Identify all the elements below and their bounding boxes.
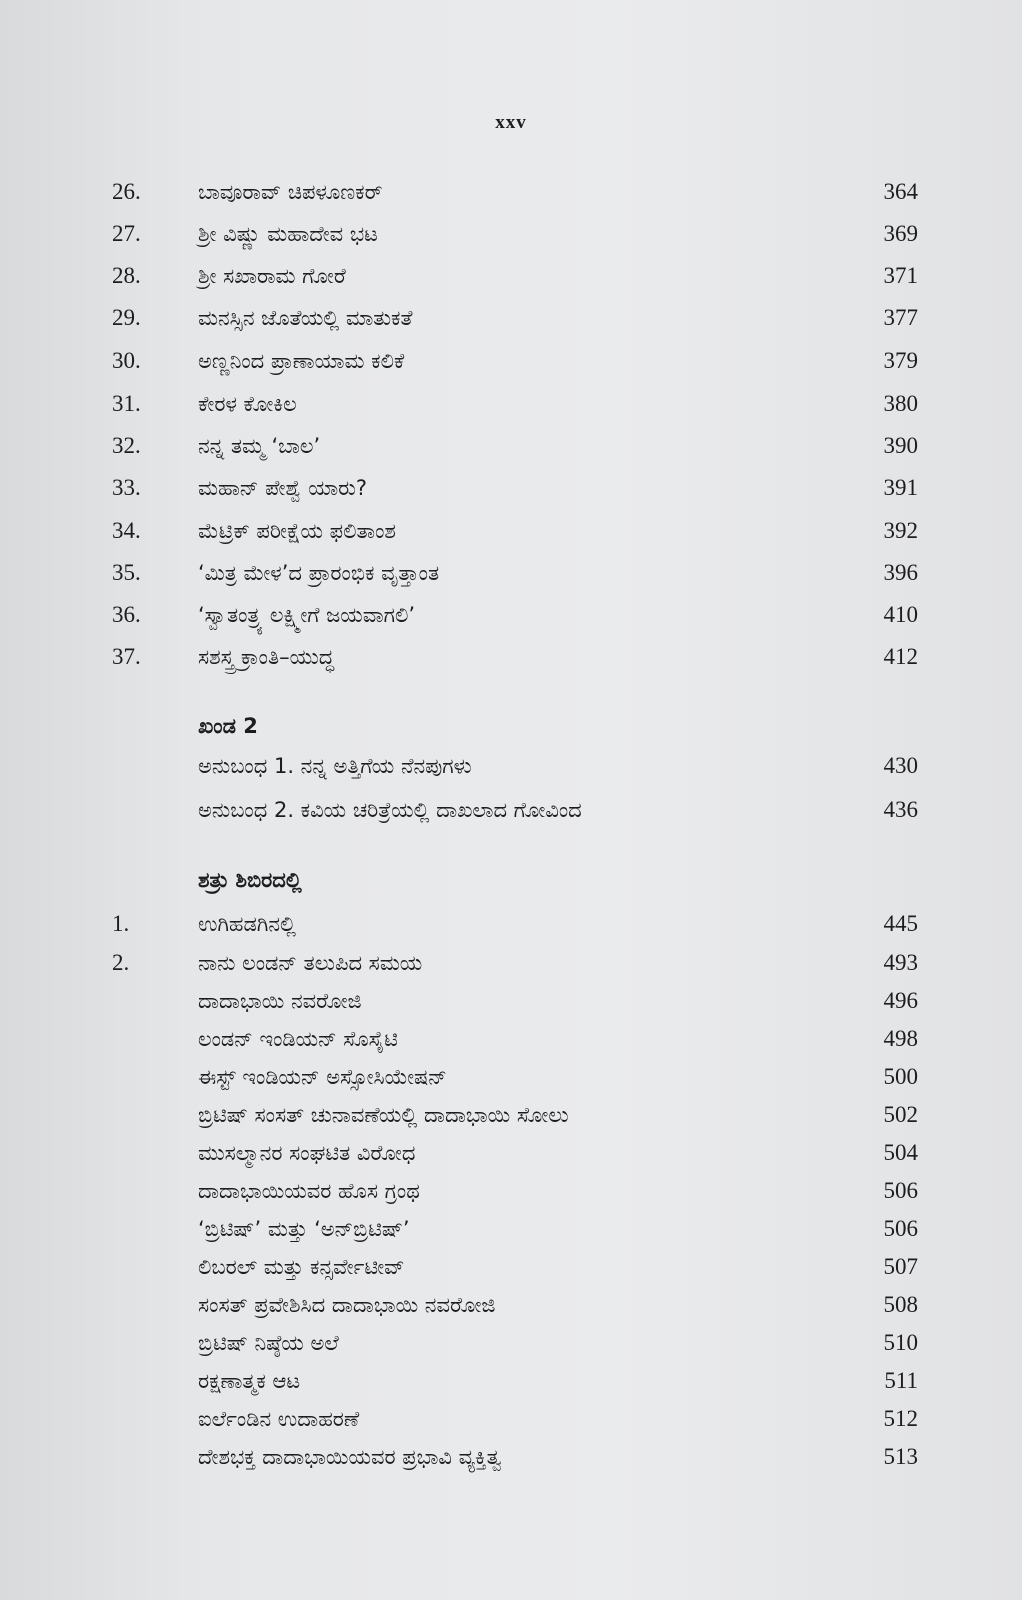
entry-page: 493: [883, 950, 918, 975]
entry-title: ಅನುಬಂಧ 2. ಕವಿಯ ಚರಿತ್ರೆಯಲ್ಲಿ ದಾಖಲಾದ ಗೋವಿಂದ: [198, 798, 582, 822]
toc-entry: [0, 1095, 1022, 1135]
entry-page: 507: [883, 1254, 918, 1279]
toc-entry: [0, 341, 1022, 381]
entry-title: ಶ್ರೀ ಸಖಾರಾಮ ಗೋರೆ: [198, 264, 346, 288]
entry-title: ಲಂಡನ್ ಇಂಡಿಯನ್ ಸೊಸೈಟಿ: [198, 1027, 398, 1051]
entry-title: ರಕ್ಷಣಾತ್ಮಕ ಆಟ: [198, 1369, 301, 1393]
entry-page: 379: [883, 348, 918, 373]
toc-entry: [0, 595, 1022, 635]
toc-entry: [0, 1437, 1022, 1477]
toc-entry: [0, 256, 1022, 296]
toc-entry: [0, 1323, 1022, 1363]
entry-title: ಸಶಸ್ತ್ರ ಕ್ರಾಂತಿ–ಯುದ್ಧ: [198, 645, 335, 669]
entry-page: 380: [883, 391, 918, 416]
entry-number: 29.: [112, 305, 141, 330]
entry-page: 436: [883, 797, 918, 822]
toc-entry: [0, 214, 1022, 254]
entry-number: 26.: [112, 179, 141, 204]
entry-title: ಅಣ್ಣನಿಂದ ಪ್ರಾಣಾಯಾಮ ಕಲಿಕೆ: [198, 349, 405, 373]
entry-page: 513: [883, 1444, 918, 1469]
entry-title: ಮನಸ್ಸಿನ ಜೊತೆಯಲ್ಲಿ ಮಾತುಕತೆ: [198, 306, 413, 330]
entry-title: ದಾದಾಭಾಯಿಯವರ ಹೊಸ ಗ್ರಂಥ: [198, 1179, 420, 1203]
entry-page: 511: [884, 1368, 918, 1393]
toc-entry: [0, 1247, 1022, 1287]
toc-entry: [0, 746, 1022, 786]
entry-page: 502: [883, 1102, 918, 1127]
toc-entry: [0, 981, 1022, 1021]
entry-number: 36.: [112, 602, 141, 627]
entry-page: 377: [883, 305, 918, 330]
entry-title: ಮುಸಲ್ಮಾನರ ಸಂಘಟಿತ ವಿರೋಧ: [198, 1141, 416, 1165]
entry-page: 396: [883, 560, 918, 585]
toc-entry: [0, 1361, 1022, 1401]
section-heading: ಶತ್ರು ಶಿಬಿರದಲ್ಲಿ: [198, 868, 302, 892]
section-heading: ಖಂಡ 2: [198, 714, 258, 738]
entry-page: 496: [883, 988, 918, 1013]
entry-number: 1.: [112, 911, 130, 936]
entry-page: 445: [883, 911, 918, 936]
entry-title: ಶ್ರೀ ವಿಷ್ಣು ಮಹಾದೇವ ಭಟ: [198, 222, 378, 246]
entry-title: ಬಾವೂರಾವ್ ಚಿಪಳೂಣಕರ್: [198, 180, 383, 204]
entry-page: 369: [883, 221, 918, 246]
entry-number: 30.: [112, 348, 141, 373]
entry-number: 27.: [112, 221, 141, 246]
toc-entry: [0, 1019, 1022, 1059]
entry-number: 35.: [112, 560, 141, 585]
entry-title: ಸಂಸತ್ ಪ್ರವೇಶಿಸಿದ ದಾದಾಭಾಯಿ ನವರೋಜಿ: [198, 1293, 496, 1317]
entry-number: 31.: [112, 391, 141, 416]
entry-page: 508: [883, 1292, 918, 1317]
entry-number: 33.: [112, 475, 141, 500]
entry-page: 390: [883, 433, 918, 458]
entry-page: 504: [883, 1140, 918, 1165]
entry-page: 506: [883, 1216, 918, 1241]
entry-page: 512: [883, 1406, 918, 1431]
entry-page: 391: [883, 475, 918, 500]
entry-page: 371: [883, 263, 918, 288]
toc-entry: [0, 1285, 1022, 1325]
toc-entry: [0, 426, 1022, 466]
entry-title: ದೇಶಭಕ್ತ ದಾದಾಭಾಯಿಯವರ ಪ್ರಭಾವಿ ವ್ಯಕ್ತಿತ್ವ: [198, 1445, 502, 1469]
entry-title: ‘ಬ್ರಿಟಿಷ್’ ಮತ್ತು ‘ಅನ್‌ಬ್ರಿಟಿಷ್’: [198, 1217, 410, 1241]
toc-entry: [0, 298, 1022, 338]
entry-number: 34.: [112, 518, 141, 543]
entry-title: ನನ್ನ ತಮ್ಮ ‘ಬಾಲ’: [198, 434, 321, 458]
entry-page: 510: [883, 1330, 918, 1355]
entry-title: ಉಗಿಹಡಗಿನಲ್ಲಿ: [198, 912, 296, 936]
entry-title: ‘ಸ್ವಾತಂತ್ರ್ಯ ಲಕ್ಷ್ಮೀಗೆ ಜಯವಾಗಲಿ’: [198, 603, 416, 627]
toc-entry: [0, 904, 1022, 944]
entry-page: 500: [883, 1064, 918, 1089]
entry-number: 32.: [112, 433, 141, 458]
entry-page: 498: [883, 1026, 918, 1051]
toc-entry: [0, 172, 1022, 212]
entry-page: 506: [883, 1178, 918, 1203]
entry-title: ಬ್ರಿಟಿಷ್ ಸಂಸತ್ ಚುನಾವಣೆಯಲ್ಲಿ ದಾದಾಭಾಯಿ ಸೋಲು: [198, 1103, 569, 1127]
entry-title: ‘ಮಿತ್ರ ಮೇಳ’ದ ಪ್ರಾರಂಭಿಕ ವೃತ್ತಾಂತ: [198, 561, 440, 585]
entry-title: ದಾದಾಭಾಯಿ ನವರೋಜಿ: [198, 989, 362, 1013]
toc-entry: [0, 468, 1022, 508]
entry-page: 364: [883, 179, 918, 204]
entry-title: ಬ್ರಿಟಿಷ್ ನಿಷ್ಠೆಯ ಅಲೆ: [198, 1331, 339, 1355]
entry-title: ಲಿಬರಲ್ ಮತ್ತು ಕನ್ಸರ್ವೇಟೀವ್: [198, 1255, 405, 1279]
toc-entry: [0, 1209, 1022, 1249]
entry-title: ಐರ್ಲೆಂಡಿನ ಉದಾಹರಣೆ: [198, 1407, 360, 1431]
toc-entry: [0, 511, 1022, 551]
toc-entry: [0, 790, 1022, 830]
toc-entry: [0, 637, 1022, 677]
toc-entry: [0, 943, 1022, 983]
entry-page: 392: [883, 518, 918, 543]
toc-entry: [0, 1171, 1022, 1211]
entry-title: ನಾನು ಲಂಡನ್ ತಲುಪಿದ ಸಮಯ: [198, 951, 423, 975]
entry-title: ಮಹಾನ್ ಪೇಶ್ವೆ ಯಾರು?: [198, 476, 368, 500]
entry-title: ಕೇರಳ ಕೋಕಿಲ: [198, 392, 297, 416]
entry-page: 430: [883, 753, 918, 778]
toc-entry: [0, 553, 1022, 593]
toc-entry: [0, 1399, 1022, 1439]
entry-page: 412: [883, 644, 918, 669]
entry-number: 37.: [112, 644, 141, 669]
entry-number: 2.: [112, 950, 130, 975]
page-number: xxv: [495, 112, 527, 133]
entry-title: ಮೆಟ್ರಿಕ್ ಪರೀಕ್ಷೆಯ ಫಲಿತಾಂಶ: [198, 519, 396, 543]
entry-title: ಈಸ್ಟ್ ಇಂಡಿಯನ್ ಅಸ್ಸೋಸಿಯೇಷನ್: [198, 1065, 447, 1089]
entry-number: 28.: [112, 263, 141, 288]
toc-entry: [0, 1057, 1022, 1097]
toc-entry: [0, 1133, 1022, 1173]
entry-page: 410: [883, 602, 918, 627]
entry-title: ಅನುಬಂಧ 1. ನನ್ನ ಅತ್ತಿಗೆಯ ನೆನಪುಗಳು: [198, 754, 472, 778]
toc-entry: [0, 384, 1022, 424]
